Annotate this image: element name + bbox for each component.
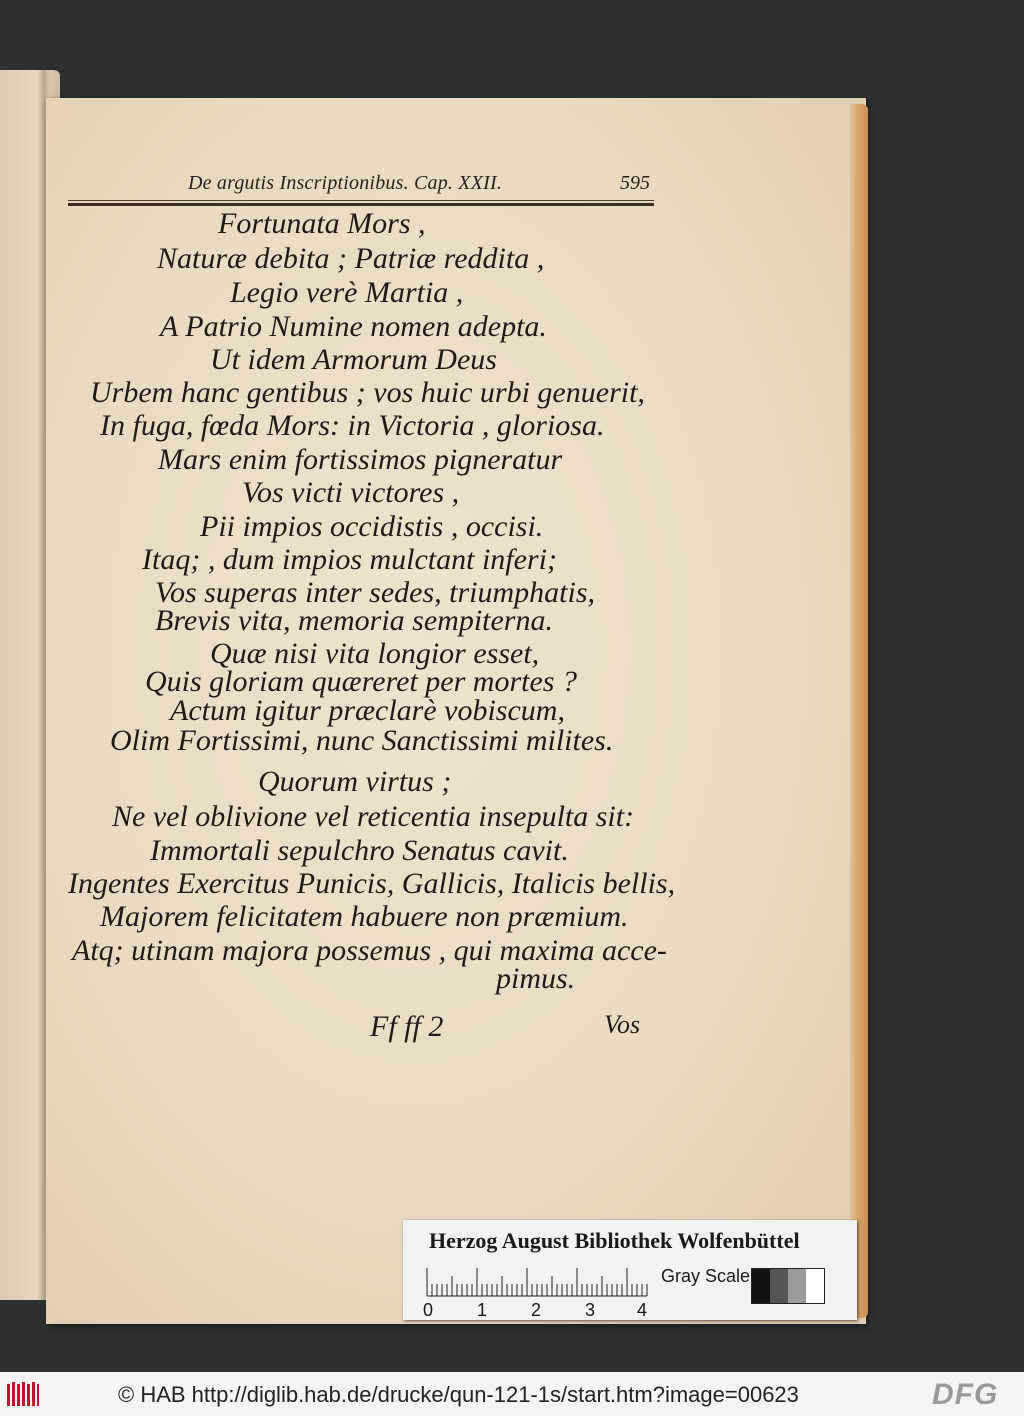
verse-line: Quorum virtus ; <box>258 765 452 798</box>
signature-mark: Ff ff 2 <box>370 1010 444 1043</box>
verse-line: Vos superas inter sedes, triumphatis, <box>155 576 596 609</box>
ruler-scale <box>425 1266 649 1298</box>
verse-line: Naturæ debita ; Patriæ reddita , <box>157 242 545 275</box>
verse-line: Quæ nisi vita longior esset, <box>210 637 540 670</box>
hab-logo-icon <box>6 1380 40 1408</box>
swatch-dark-gray <box>770 1269 788 1303</box>
verse-line: Pii impios occidistis , occisi. <box>200 510 544 543</box>
verse-line: Brevis vita, memoria sempiterna. <box>155 604 553 637</box>
verse-line: Majorem felicitatem habuere non præmium. <box>100 900 629 933</box>
running-head-title: De argutis Inscriptionibus. Cap. XXII. <box>188 172 503 194</box>
verse-line: Ingentes Exercitus Punicis, Gallicis, Italicis bellis, <box>68 867 676 900</box>
ruler-number: 4 <box>637 1300 648 1320</box>
verse-line: Quis gloriam quæreret per mortes ? <box>145 665 577 698</box>
verse-line: Vos victi victores , <box>242 476 460 509</box>
verse-line: In fuga, fœda Mors: in Victoria , gloriosa. <box>100 409 605 442</box>
verse-line: Immortali sepulchro Senatus cavit. <box>150 834 569 867</box>
page-gilt-edge <box>850 104 868 1318</box>
copyright-link[interactable]: © HAB http://diglib.hab.de/drucke/qun-121-1s/start.htm?image=00623 <box>118 1382 799 1407</box>
verse-line: Legio verè Martia , <box>230 276 464 309</box>
dfg-logo: DFG <box>932 1378 999 1411</box>
verse-line: Ne vel oblivione vel reticentia insepulta sit: <box>112 800 635 833</box>
verse-line: Ut idem Armorum Deus <box>210 343 497 376</box>
swatch-black <box>752 1269 770 1303</box>
verse-line: Urbem hanc gentibus ; vos huic urbi genuerit, <box>90 376 645 409</box>
card-library-name: Herzog August Bibliothek Wolfenbüttel <box>429 1228 800 1253</box>
verse-line: Atq; utinam majora possemus , qui maxima acce- <box>72 934 667 967</box>
running-head <box>68 168 654 208</box>
ruler-number: 2 <box>531 1300 542 1320</box>
footer-bar <box>0 1372 1024 1416</box>
verse-line: A Patrio Numine nomen adepta. <box>160 310 547 343</box>
swatch-light-gray <box>788 1269 806 1303</box>
ruler-number: 3 <box>585 1300 596 1320</box>
verse-line: Actum igitur præclarè vobiscum, <box>170 694 565 727</box>
gray-scale-label: Gray Scale <box>661 1266 751 1286</box>
catchword: Vos <box>604 1010 641 1039</box>
ruler-number: 0 <box>423 1300 434 1320</box>
ruler-number: 1 <box>477 1300 488 1320</box>
verse-line: Fortunata Mors , <box>218 207 426 240</box>
page-number: 595 <box>620 172 650 194</box>
verse-line: Olim Fortissimi, nunc Sanctissimi milites. <box>110 724 614 757</box>
gray-swatches <box>751 1268 825 1304</box>
verse-line: pimus. <box>496 962 576 995</box>
verse-line: Mars enim fortissimos pigneratur <box>158 443 563 476</box>
header-rule-thick <box>68 203 654 206</box>
swatch-white <box>806 1269 824 1303</box>
color-reference-card <box>403 1220 857 1320</box>
header-rule <box>68 200 654 201</box>
verse-line: Itaq; , dum impios mulctant inferi; <box>142 543 557 576</box>
